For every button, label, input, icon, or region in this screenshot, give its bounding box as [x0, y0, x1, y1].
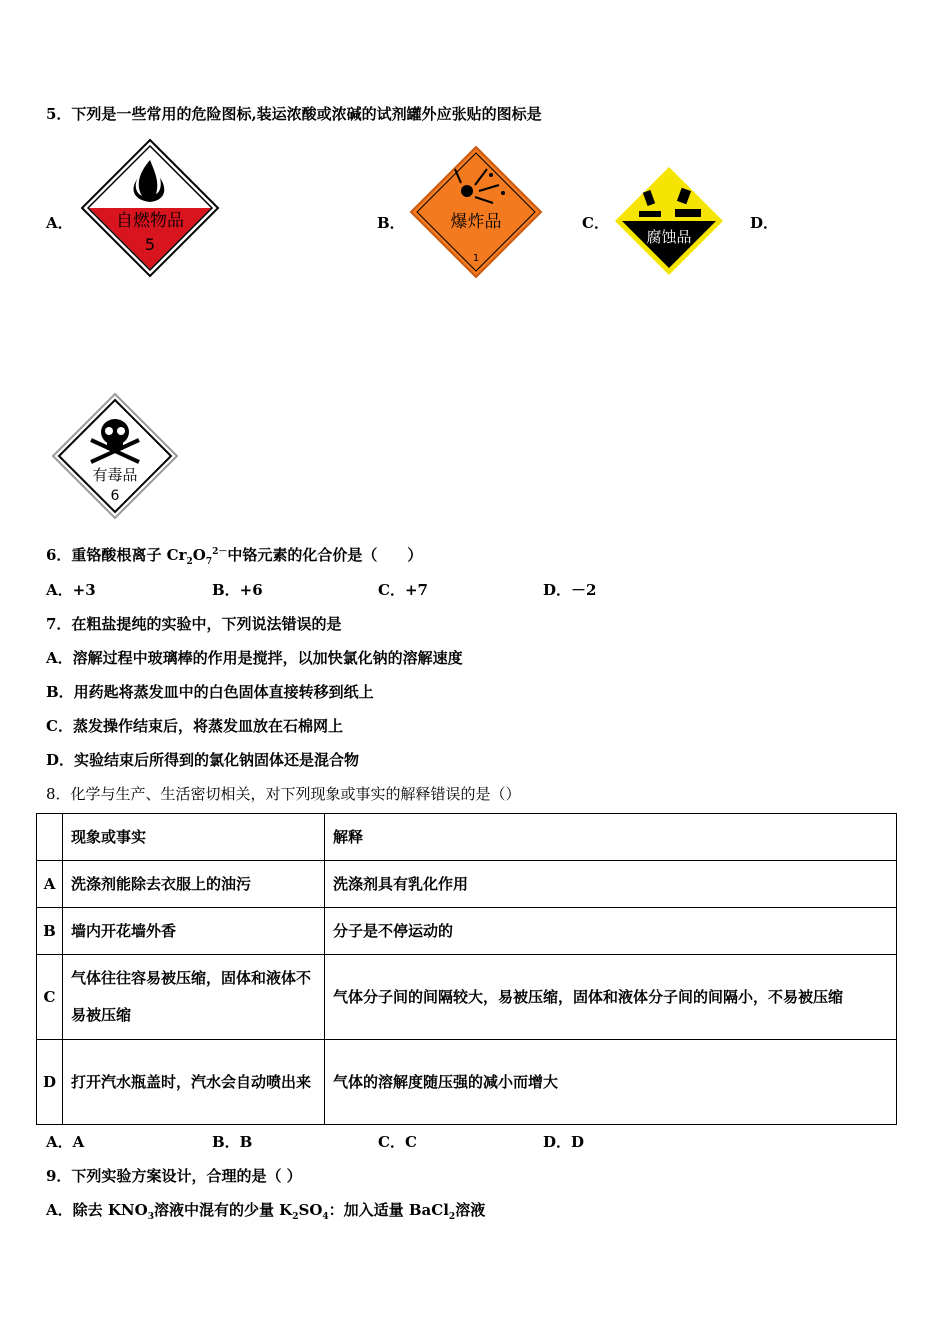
sign-b-label: 爆炸品 [450, 212, 502, 232]
q7-option-c: C．蒸发操作结束后，将蒸发皿放在石棉网上 [46, 717, 343, 735]
q5-stem: 5．下列是一些常用的危险图标,装运浓酸或浓碱的试剂罐外应张贴的图标是 [46, 105, 542, 123]
flammable-sign-icon [80, 138, 220, 278]
sign-a-class: 5 [144, 235, 156, 254]
corrosive-sign-icon [613, 165, 725, 277]
q6-stem: 6．重铬酸根离子 $Cr_2O_7^{2-}$中铬元素的化合价是（ ） [46, 546, 423, 567]
q8-table [36, 813, 897, 1125]
q8-stem: 8．化学与生产、生活密切相关，对下列现象或事实的解释错误的是（） [46, 785, 521, 803]
q7-stem: 7．在粗盐提纯的实验中，下列说法错误的是 [46, 615, 342, 633]
q7-option-a: A．溶解过程中玻璃棒的作用是搅拌，以加快氯化钠的溶解速度 [46, 649, 463, 667]
table-header-row [37, 814, 897, 861]
q5-option-b-key: B． [377, 214, 405, 232]
table-row: A 洗涤剂能除去衣服上的油污 洗涤剂具有乳化作用 [37, 861, 897, 908]
header-explain: 解释 [325, 814, 897, 861]
table-row: D 打开汽水瓶盖时，汽水会自动喷出来 气体的溶解度随压强的减小而增大 [37, 1040, 897, 1125]
q8-option-b: B．B [212, 1133, 253, 1151]
sign-d-class: 6 [110, 488, 120, 504]
explosive-sign-icon [409, 145, 543, 279]
sign-d-label: 有毒品 [92, 466, 138, 484]
q7-option-d: D．实验结束后所得到的氯化钠固体还是混合物 [46, 751, 360, 769]
q8-option-a: A．A [46, 1133, 85, 1151]
q6-option-d: D．－2 [543, 581, 597, 599]
q5-option-a-key: A． [46, 214, 73, 232]
q7-option-b: B．用药匙将蒸发皿中的白色固体直接转移到纸上 [46, 683, 374, 701]
q6-option-b: B．+6 [212, 581, 263, 599]
table-row: C 气体往往容易被压缩，固体和液体不易被压缩 气体分子间的间隔较大，易被压缩，固体和液体分子间的间隔小，不易被压缩 [37, 955, 897, 1040]
header-fact: 现象或事实 [63, 814, 325, 861]
sign-a-label: 自燃物品 [116, 211, 184, 231]
q6-option-c: C．+7 [378, 581, 428, 599]
q8-option-c: C．C [378, 1133, 417, 1151]
q6-option-a: A．+3 [46, 581, 96, 599]
table-row: B 墙内开花墙外香 分子是不停运动的 [37, 908, 897, 955]
q8-option-d: D．D [543, 1133, 585, 1151]
sign-b-class: 1 [472, 253, 480, 264]
q9-stem: 9．下列实验方案设计，合理的是（ ） [46, 1167, 302, 1185]
sign-c-label: 腐蚀品 [646, 228, 692, 246]
q9-option-a: A．除去 $KNO_3$溶液中混有的少量 $K_2SO_4$：加入适量 BaCl$_2$溶液 [46, 1201, 486, 1222]
toxic-sign-icon [51, 392, 179, 520]
q5-option-c-key: C． [582, 214, 609, 232]
q5-option-d-key: D． [750, 214, 779, 232]
